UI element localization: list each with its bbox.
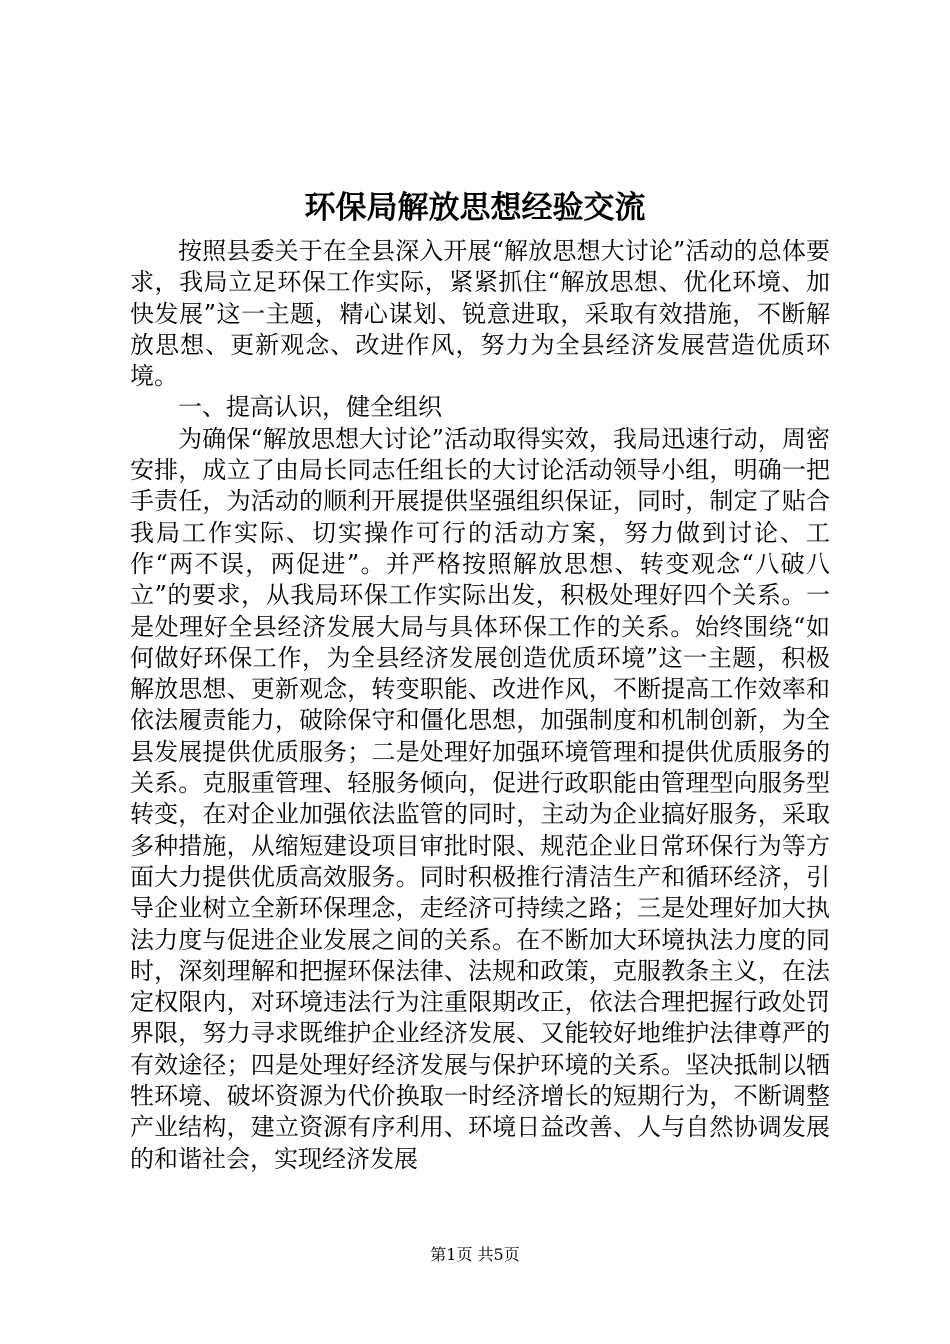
document-body xyxy=(130,236,830,1175)
body-paragraph: 为确保“解放思想大讨论”活动取得实效，我局迅速行动，周密安排，成立了由局长同志任组长的大讨论活动领导小组，明确一把手责任，为活动的顺利开展提供坚强组织保证，同时，制定了贴合我局工作实际、切实操作可行的活动方案，努力做到讨论、工作“两不误，两促进”。并严格按照解放思想、转变观念“八破八立”的要求，从我局环保工作实际出发，积极处理好四个关系。一是处理好全县经济发展大局与具体环保工作的关系。始终围绕“如何做好环保工作，为全县经济发展创造优质环境”这一主题，积极解放思想、更新观念，转变职能、改进作风，不断提高工作效率和依法履责能力，破除保守和僵化思想，加强制度和机制创新，为全县发展提供优质服务；二是处理好加强环境管理和提供优质服务的关系。克服重管理、轻服务倾向，促进行政职能由管理型向服务型转变，在对企业加强依法监管的同时，主动为企业搞好服务，采取多种措施，从缩短建设项目审批时限、规范企业日常环保行为等方面大力提供优质高效服务。同时积极推行清洁生产和循环经济，引导企业树立全新环保理念，走经济可持续之路；三是处理好加大执法力度与促进企业发展之间的关系。在不断加大环境执法力度的同时，深刻理解和把握环保法律、法规和政策，克服教条主义，在法定权限内，对环境违法行为注重限期改正，依法合理把握行政处罚界限，努力寻求既维护企业经济发展、又能较好地维护法律尊严的有效途径；四是处理好经济发展与保护环境的关系。坚决抵制以牺牲环境、破坏资源为代价换取一时经济增长的短期行为，不断调整产业结构，建立资源有序利用、环境日益改善、人与自然协调发展的和谐社会，实现经济发展 xyxy=(130,424,830,1173)
document-title: 环保局解放思想经验交流 xyxy=(304,190,646,226)
intro-paragraph: 按照县委关于在全县深入开展“解放思想大讨论”活动的总体要求，我局立足环保工作实际，紧紧抓住“解放思想、优化环境、加快发展”这一主题，精心谋划、锐意进取，采取有效措施，不断解放思想、更新观念、改进作风，努力为全县经济发展营造优质环境。 xyxy=(130,237,830,391)
section-heading: 一、提高认识，健全组织 xyxy=(178,393,442,422)
page-number: 第1页 共5页 xyxy=(430,1245,520,1264)
